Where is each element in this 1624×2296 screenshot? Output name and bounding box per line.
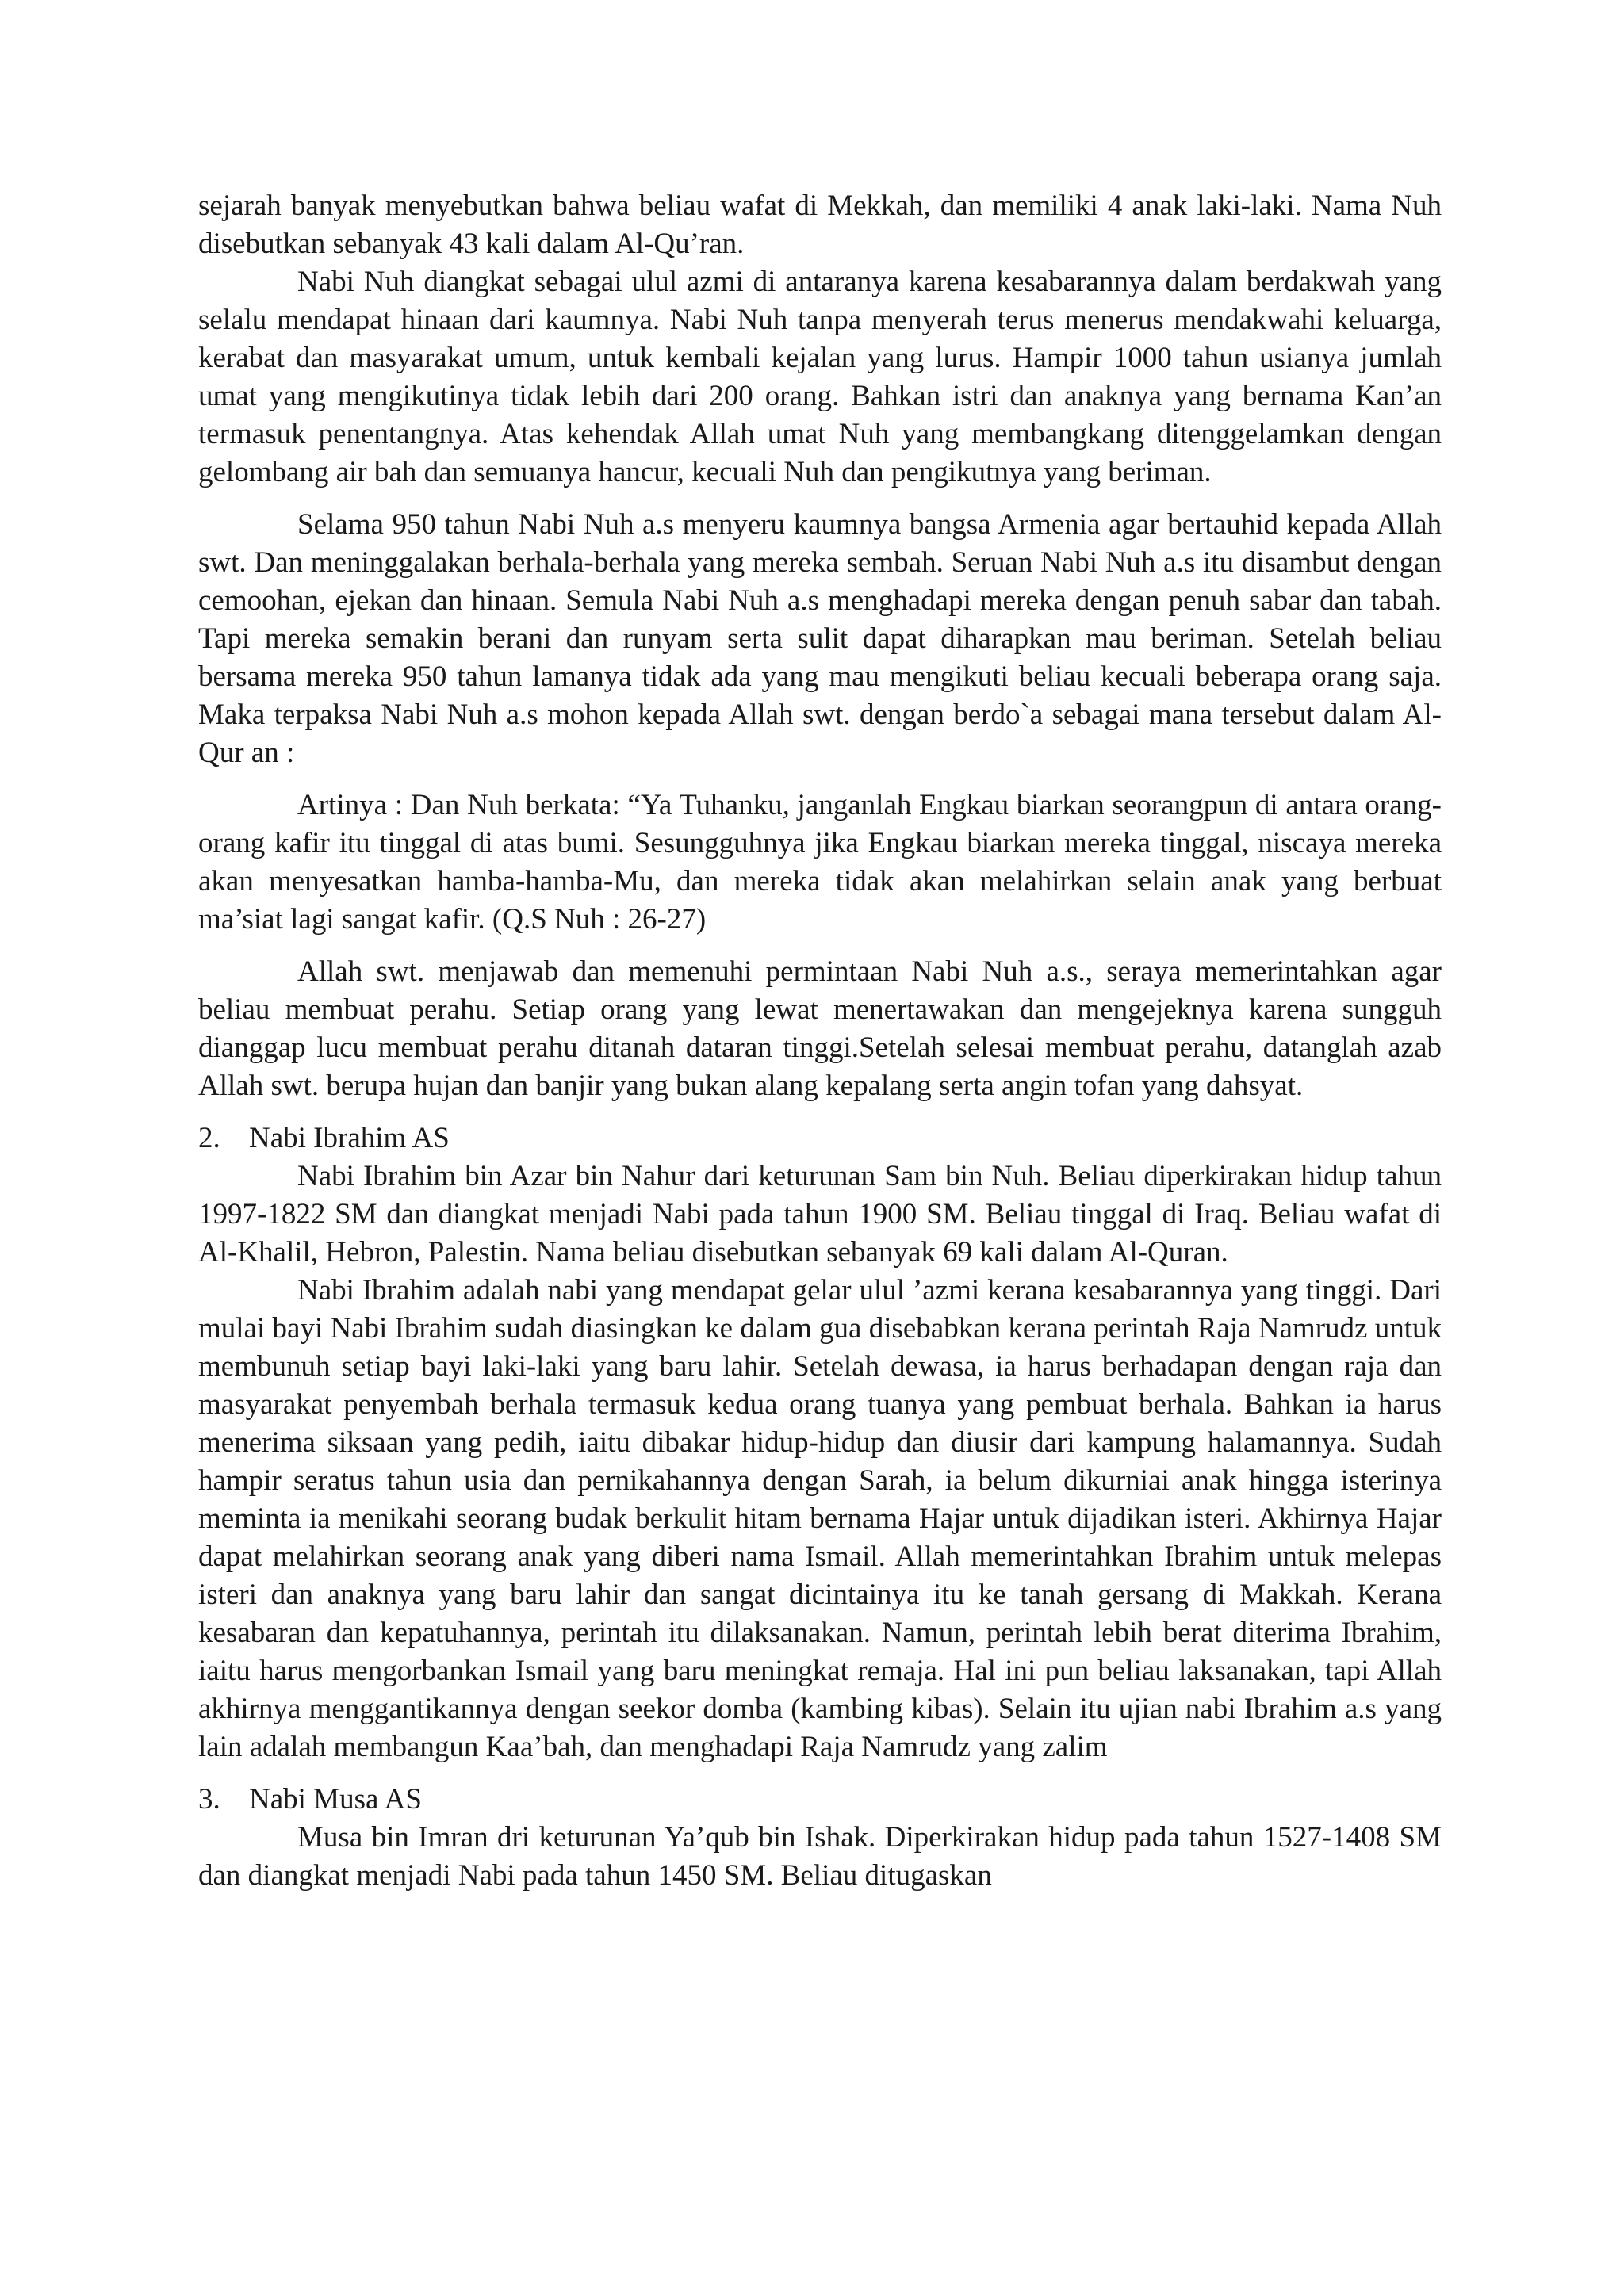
section-number: 3. <box>198 1783 220 1816</box>
paragraph-nuh-verse-translation: Artinya : Dan Nuh berkata: “Ya Tuhanku, janganlah Engkau biarkan seorangpun di antara orang-orang kafir itu tinggal di atas bumi. Sesungguhnya jika Engkau biarkan mereka tinggal, niscaya mereka akan menyesatkan hamba-hamba-Mu, dan mereka tidak akan melahirkan selain anak yang berbuat ma’siat lagi sangat kafir. (Q.S Nuh : 26-27) <box>198 789 1442 936</box>
section-heading-ibrahim <box>198 1119 1442 1158</box>
document-page <box>198 187 1442 1895</box>
paragraph-ibrahim-trials: Nabi Ibrahim adalah nabi yang mendapat gelar ulul ’azmi kerana kesabarannya yang tinggi. Dari mulai bayi Nabi Ibrahim sudah diasingkan ke dalam gua disebabkan kerana perintah Raja Namrudz untuk membunuh setiap bayi laki-laki yang baru lahir. Setelah dewasa, ia harus berhadapan dengan raja dan masyarakat penyembah berhala termasuk kedua orang tuanya yang pembuat berhala. Bahkan ia harus menerima siksaan yang pedih, iaitu dibakar hidup-hidup dan diusir dari kampung halamannya. Sudah hampir seratus tahun usia dan pernikahannya dengan Sarah, ia belum dikurniai anak hingga isterinya meminta ia menikahi seorang budak berkulit hitam bernama Hajar untuk dijadikan isteri. Akhirnya Hajar dapat melahirkan seorang anak yang diberi nama Ismail. Allah memerintahkan Ibrahim untuk melepas isteri dan anaknya yang baru lahir dan sangat dicintainya itu ke tanah gersang di Makkah. Kerana kesabaran dan kepatuhannya, perintah itu dilaksanakan. Namun, perintah lebih berat diterima Ibrahim, iaitu harus mengorbankan Ismail yang baru meningkat remaja. Hal ini pun beliau laksanakan, tapi Allah akhirnya menggantikannya dengan seekor domba (kambing kibas). Selain itu ujian nabi Ibrahim a.s yang lain adalah membangun Kaa’bah, dan menghadapi Raja Namrudz yang zalim <box>198 1274 1442 1763</box>
paragraph-nuh-death: sejarah banyak menyebutkan bahwa beliau wafat di Mekkah, dan memiliki 4 anak laki-laki. Nama Nuh disebutkan sebanyak 43 kali dalam Al-Qu’ran. <box>198 189 1442 260</box>
section-title: Nabi Musa AS <box>249 1783 422 1816</box>
paragraph-nuh-950-years: Selama 950 tahun Nabi Nuh a.s menyeru kaumnya bangsa Armenia agar bertauhid kepada Allah swt. Dan meninggalakan berhala-berhala yang mereka sembah. Seruan Nabi Nuh a.s itu disambut dengan cemoohan, ejekan dan hinaan. Semula Nabi Nuh a.s menghadapi mereka dengan penuh sabar dan tabah. Tapi mereka semakin berani dan runyam serta sulit dapat diharapkan mau beriman. Setelah beliau bersama mereka 950 tahun lamanya tidak ada yang mau mengikuti beliau kecuali beberapa orang saja. Maka terpaksa Nabi Nuh a.s mohon kepada Allah swt. dengan berdo`a sebagai mana tersebut dalam Al-Qur an : <box>198 508 1442 769</box>
paragraph-ibrahim-lineage: Nabi Ibrahim bin Azar bin Nahur dari keturunan Sam bin Nuh. Beliau diperkirakan hidup tahun 1997-1822 SM dan diangkat menjadi Nabi pada tahun 1900 SM. Beliau tinggal di Iraq. Beliau wafat di Al-Khalil, Hebron, Palestin. Nama beliau disebutkan sebanyak 69 kali dalam Al-Quran. <box>198 1160 1442 1269</box>
paragraph-musa-lineage: Musa bin Imran dri keturunan Ya’qub bin Ishak. Diperkirakan hidup pada tahun 1527-1408 SM dan diangkat menjadi Nabi pada tahun 1450 SM. Beliau ditugaskan <box>198 1821 1442 1892</box>
section-title: Nabi Ibrahim AS <box>249 1122 450 1154</box>
section-number: 2. <box>198 1122 220 1154</box>
section-heading-musa <box>198 1781 1442 1819</box>
paragraph-nuh-ulul-azmi: Nabi Nuh diangkat sebagai ulul azmi di antaranya karena kesabarannya dalam berdakwah yang selalu mendapat hinaan dari kaumnya. Nabi Nuh tanpa menyerah terus menerus mendakwahi keluarga, kerabat dan masyarakat umum, untuk kembali kejalan yang lurus. Hampir 1000 tahun usianya jumlah umat yang mengikutinya tidak lebih dari 200 orang. Bahkan istri dan anaknya yang bernama Kan’an termasuk penentangnya. Atas kehendak Allah umat Nuh yang membangkang ditenggelamkan dengan gelombang air bah dan semuanya hancur, kecuali Nuh dan pengikutnya yang beriman. <box>198 266 1442 488</box>
paragraph-nuh-ark: Allah swt. menjawab dan memenuhi permintaan Nabi Nuh a.s., seraya memerintahkan agar beliau membuat perahu. Setiap orang yang lewat menertawakan dan mengejeknya karena sungguh dianggap lucu membuat perahu ditanah dataran tinggi.Setelah selesai membuat perahu, datanglah azab Allah swt. berupa hujan dan banjir yang bukan alang kepalang serta angin tofan yang dahsyat. <box>198 955 1442 1102</box>
